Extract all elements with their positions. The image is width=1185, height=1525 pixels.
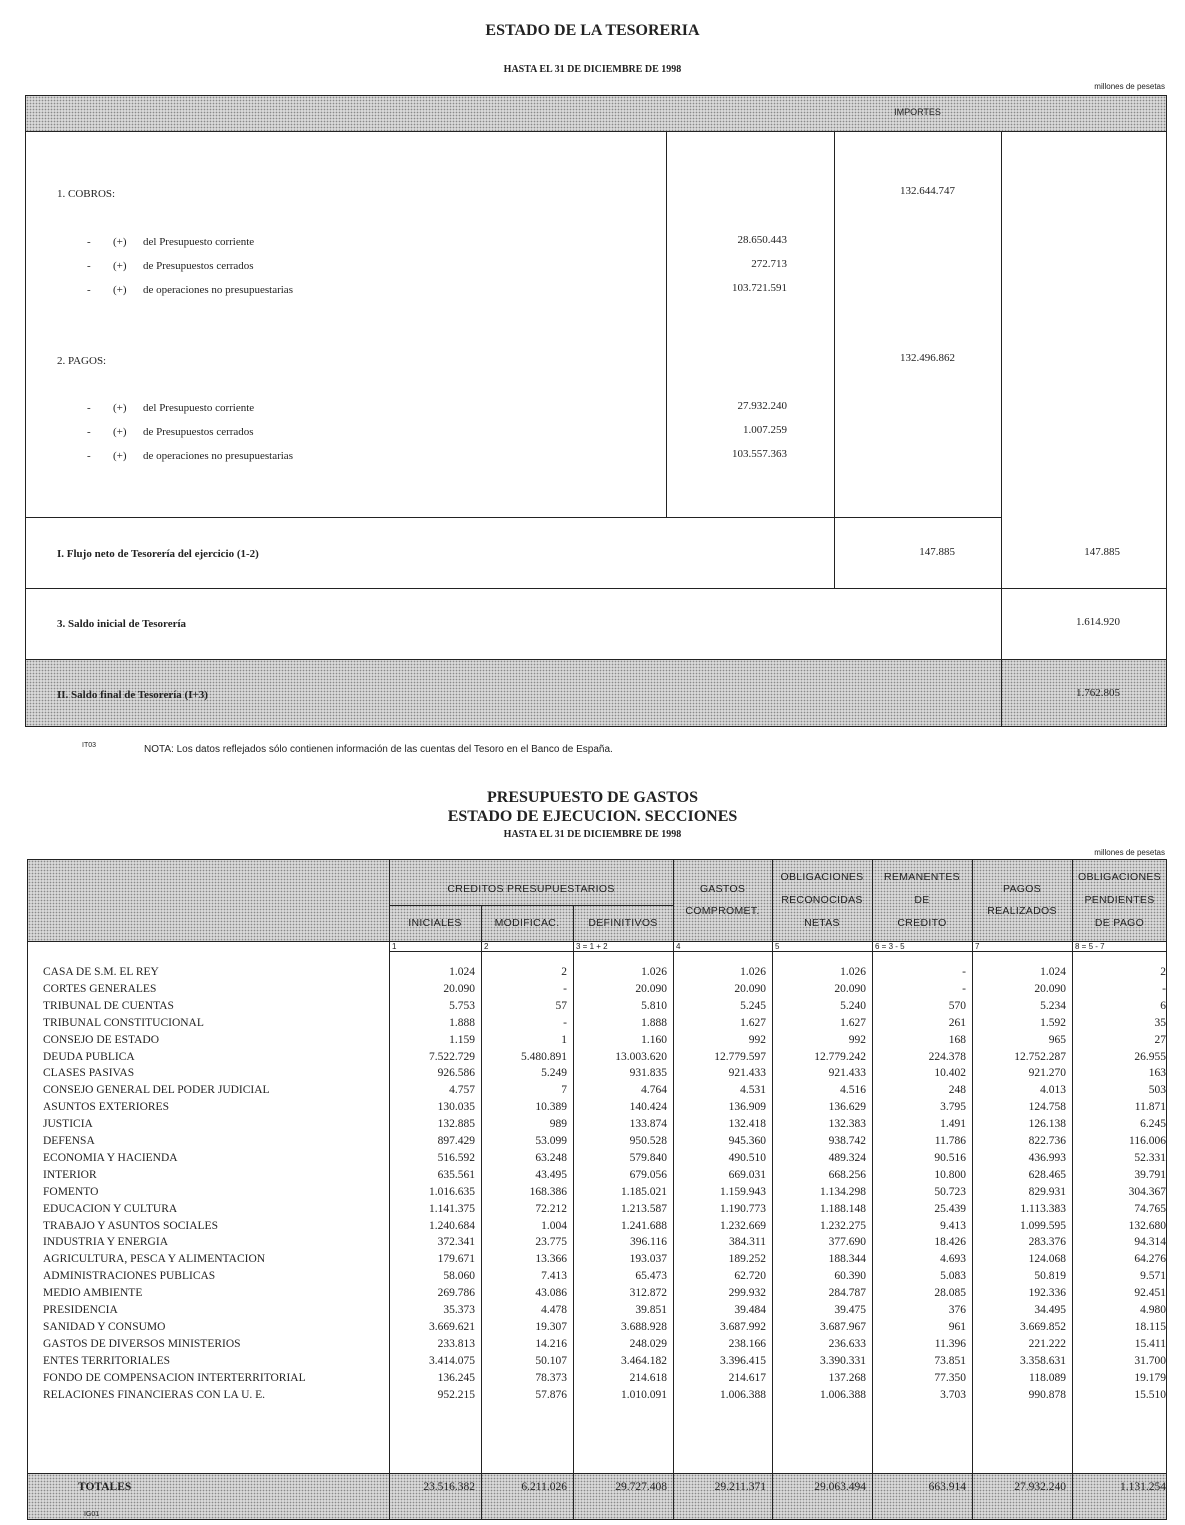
row-value: 5.249 <box>541 1067 567 1080</box>
row-value: 118.089 <box>1029 1371 1066 1384</box>
colnum: 7 <box>975 942 980 951</box>
row-value: 133.874 <box>629 1118 667 1131</box>
row-value: 57 <box>555 999 567 1012</box>
row-value: 15.510 <box>1134 1388 1166 1401</box>
row-value: 35.373 <box>443 1304 475 1316</box>
row-value: 396.116 <box>630 1236 667 1249</box>
row-value: 1.113.383 <box>1020 1202 1066 1215</box>
row-value: 163 <box>1148 1067 1166 1080</box>
table-row <box>30 1135 1167 1152</box>
colnum: 2 <box>484 942 489 951</box>
cobros-label: 1. COBROS: <box>57 188 116 200</box>
row-value: 116.006 <box>1129 1135 1166 1147</box>
row-value: 829.931 <box>1028 1185 1066 1198</box>
row-value: 1.026 <box>840 966 866 978</box>
row-value: 5.234 <box>1040 999 1066 1012</box>
row-value: 248 <box>948 1084 966 1097</box>
row-value: 1.627 <box>740 1016 766 1029</box>
row-value: 3.687.992 <box>720 1320 766 1333</box>
row-value: 20.090 <box>834 982 866 995</box>
row-label: INDUSTRIA Y ENERGIA <box>43 1236 169 1249</box>
cobros-total: 132.644.747 <box>900 185 955 197</box>
row-value: 3.464.182 <box>621 1354 667 1367</box>
row-value: 92.451 <box>1134 1287 1166 1300</box>
table-row <box>30 1118 1167 1135</box>
row-value: 384.311 <box>729 1236 766 1249</box>
saldo-final-label: II. Saldo final de Tesorería (I+3) <box>57 689 208 701</box>
flujo-label: I. Flujo neto de Tesorería del ejercicio (1-2) <box>57 548 259 560</box>
row-value: 952.215 <box>437 1388 475 1401</box>
row-value: 897.429 <box>437 1135 475 1147</box>
table-row <box>30 1034 1167 1051</box>
row-value: 136.909 <box>728 1101 766 1114</box>
row-value: 579.840 <box>629 1151 667 1164</box>
row-value: 168 <box>948 1033 966 1046</box>
row-value: 1.491 <box>940 1118 966 1131</box>
row-value: 4.013 <box>1040 1084 1066 1097</box>
table-row <box>30 1321 1167 1338</box>
colnum: 8 = 5 - 7 <box>1075 942 1105 951</box>
pagos-total: 132.496.862 <box>900 352 955 364</box>
row-value: 5.245 <box>740 999 766 1012</box>
row-value: 12.779.242 <box>814 1050 866 1063</box>
row-value: 516.592 <box>437 1151 475 1164</box>
row-label: CONSEJO DE ESTADO <box>43 1033 159 1046</box>
row-value: 377.690 <box>828 1236 866 1249</box>
row-value: 64.276 <box>1134 1253 1166 1266</box>
row-value: 1.888 <box>641 1016 667 1029</box>
row-value: 3.358.631 <box>1020 1354 1066 1367</box>
row-value: 1.627 <box>840 1016 866 1029</box>
row-value: - <box>563 1016 567 1029</box>
row-value: 78.373 <box>535 1371 567 1384</box>
row-value: 3.669.621 <box>429 1320 475 1333</box>
row-label: CONSEJO GENERAL DEL PODER JUDICIAL <box>43 1084 270 1097</box>
row-value: 990.878 <box>1028 1388 1066 1401</box>
row-value: 50.819 <box>1034 1270 1066 1283</box>
colnum: 3 = 1 + 2 <box>576 942 608 951</box>
row-value: 938.742 <box>828 1135 866 1147</box>
row-value: 668.256 <box>828 1168 866 1181</box>
row-value: 1 <box>561 1033 567 1046</box>
header-modificac: MODIFICAC. <box>494 917 560 929</box>
flujo-value: 147.885 <box>919 546 955 558</box>
row-value: 1.160 <box>641 1033 667 1046</box>
flujo-value-total: 147.885 <box>1084 546 1120 558</box>
row-value: 39.791 <box>1134 1168 1166 1181</box>
row-value: 679.056 <box>629 1168 667 1181</box>
row-label: RELACIONES FINANCIERAS CON LA U. E. <box>43 1388 266 1401</box>
row-value: 214.617 <box>728 1371 766 1384</box>
row-value: 50.107 <box>535 1354 567 1367</box>
row-value: 124.758 <box>1028 1101 1066 1114</box>
row-value: 490.510 <box>728 1151 766 1164</box>
tesoreria-units: millones de pesetas <box>1094 82 1165 91</box>
row-value: 132.383 <box>828 1118 866 1131</box>
row-label: ECONOMIA Y HACIENDA <box>43 1151 178 1164</box>
gastos-title-1: PRESUPUESTO DE GASTOS <box>486 789 699 806</box>
row-value: 5.083 <box>940 1270 966 1283</box>
tesoreria-code: IT03 <box>82 742 97 749</box>
row-value: 4.516 <box>840 1084 866 1097</box>
row-value: 6.245 <box>1140 1118 1166 1131</box>
row-value: 7.413 <box>541 1270 567 1283</box>
row-value: 1.141.375 <box>429 1202 475 1215</box>
row-value: 12.752.287 <box>1014 1050 1066 1063</box>
row-value: 53.099 <box>535 1135 567 1147</box>
saldo-final-value: 1.762.805 <box>1076 687 1120 699</box>
row-value: 50.723 <box>934 1185 966 1198</box>
row-value: - <box>962 982 966 995</box>
importes-header: IMPORTES <box>894 107 941 117</box>
row-value: 20.090 <box>1034 982 1066 995</box>
table-row <box>30 1101 1167 1118</box>
tesoreria-title: ESTADO DE LA TESORERIA <box>485 22 700 39</box>
row-value: 5.810 <box>641 999 667 1012</box>
row-label: TRIBUNAL CONSTITUCIONAL <box>43 1016 204 1029</box>
row-value: 4.478 <box>541 1304 567 1316</box>
row-value: 3.669.852 <box>1020 1320 1066 1333</box>
row-value: 11.786 <box>934 1135 966 1147</box>
row-value: 13.366 <box>535 1253 567 1266</box>
pagos-label: 2. PAGOS: <box>57 355 107 367</box>
row-label: AGRICULTURA, PESCA Y ALIMENTACION <box>43 1253 266 1266</box>
row-value: 1.006.388 <box>820 1388 866 1401</box>
row-label: CORTES GENERALES <box>43 982 157 995</box>
row-value: 3.687.967 <box>820 1320 866 1333</box>
row-value: 90.516 <box>934 1151 966 1164</box>
table-row <box>30 1084 1167 1101</box>
row-value: 233.813 <box>437 1337 475 1350</box>
row-value: 5.753 <box>449 999 475 1012</box>
row-value: 126.138 <box>1028 1118 1066 1131</box>
row-value: 57.876 <box>535 1388 567 1401</box>
row-value: 73.851 <box>934 1354 966 1367</box>
row-value: 489.324 <box>828 1151 866 1164</box>
row-value: 9.413 <box>940 1219 966 1232</box>
row-label: MEDIO AMBIENTE <box>43 1287 143 1300</box>
header-definitivos: DEFINITIVOS <box>588 917 658 929</box>
table-row <box>30 1203 1167 1220</box>
row-value: 20.090 <box>443 982 475 995</box>
row-label: TRIBUNAL DE CUENTAS <box>43 999 174 1012</box>
row-value: 124.068 <box>1028 1253 1066 1266</box>
header-iniciales: INICIALES <box>408 917 462 929</box>
row-label: DEFENSA <box>43 1135 95 1147</box>
row-value: 503 <box>1148 1084 1166 1097</box>
colnum: 5 <box>775 942 780 951</box>
row-value: 669.031 <box>728 1168 766 1181</box>
row-value: 34.495 <box>1034 1304 1066 1316</box>
gastos-code: IG01 <box>84 1511 100 1518</box>
table-row <box>30 1253 1167 1270</box>
row-value: 261 <box>948 1016 966 1029</box>
gastos-title-2: ESTADO DE EJECUCION. SECCIONES <box>447 808 738 825</box>
row-value: 11.871 <box>1134 1101 1166 1114</box>
row-label: ADMINISTRACIONES PUBLICAS <box>43 1270 216 1283</box>
row-value: 132.680 <box>1128 1219 1166 1232</box>
table-row <box>30 1220 1167 1237</box>
row-value: 35 <box>1154 1016 1166 1029</box>
gastos-subtitle: HASTA EL 31 DE DICIEMBRE DE 1998 <box>503 829 682 840</box>
row-value: 3.703 <box>940 1388 966 1401</box>
row-value: - <box>962 966 966 978</box>
row-value: 63.248 <box>535 1151 567 1164</box>
row-value: 25.439 <box>934 1202 966 1215</box>
row-label: FOMENTO <box>43 1185 99 1198</box>
row-value: 9.571 <box>1140 1270 1166 1283</box>
colnum: 6 = 3 - 5 <box>875 942 905 951</box>
row-value: 132.418 <box>728 1118 766 1131</box>
row-value: 10.389 <box>535 1101 567 1114</box>
row-value: 27 <box>1154 1033 1166 1046</box>
row-value: 140.424 <box>629 1101 667 1114</box>
table-row <box>30 1287 1167 1304</box>
row-value: 77.350 <box>934 1371 966 1384</box>
row-value: 20.090 <box>635 982 667 995</box>
row-value: 31.700 <box>1134 1354 1166 1367</box>
row-value: 1.134.298 <box>820 1185 866 1198</box>
row-value: 4.531 <box>740 1084 766 1097</box>
row-value: 12.779.597 <box>714 1050 766 1063</box>
saldo-inicial-value: 1.614.920 <box>1076 616 1120 628</box>
row-value: 1.241.688 <box>621 1219 667 1232</box>
table-row <box>30 966 1167 983</box>
row-value: 1.190.773 <box>720 1202 766 1215</box>
row-value: 11.396 <box>934 1337 966 1350</box>
row-value: 1.016.635 <box>429 1185 475 1198</box>
row-value: 635.561 <box>437 1168 475 1181</box>
row-value: 1.024 <box>449 966 475 978</box>
table-row <box>30 1355 1167 1372</box>
row-value: 60.390 <box>834 1270 866 1283</box>
row-value: 1.232.669 <box>720 1219 766 1232</box>
colnum: 4 <box>676 942 681 951</box>
row-value: 436.993 <box>1028 1151 1066 1164</box>
row-value: 299.932 <box>728 1287 766 1300</box>
row-value: 1.592 <box>1040 1016 1066 1029</box>
row-label: SANIDAD Y CONSUMO <box>43 1320 166 1333</box>
row-value: 4.980 <box>1140 1304 1166 1316</box>
row-value: 926.586 <box>437 1067 475 1080</box>
row-value: 570 <box>948 999 966 1012</box>
row-value: 992 <box>848 1033 866 1046</box>
row-value: 931.835 <box>629 1067 667 1080</box>
row-value: 52.331 <box>1134 1151 1166 1164</box>
row-value: 1.185.021 <box>621 1185 667 1198</box>
row-value: 4.764 <box>641 1084 667 1097</box>
row-value: 28.085 <box>934 1287 966 1300</box>
row-value: 4.693 <box>940 1253 966 1266</box>
row-value: 136.245 <box>437 1371 475 1384</box>
row-value: 14.216 <box>535 1337 567 1350</box>
row-value: 921.433 <box>728 1067 766 1080</box>
colnum: 1 <box>392 942 397 951</box>
row-value: 628.465 <box>1028 1168 1066 1181</box>
row-value: 18.115 <box>1134 1320 1166 1333</box>
row-label: ASUNTOS EXTERIORES <box>43 1101 169 1114</box>
row-value: 3.414.075 <box>429 1354 475 1367</box>
totals-row: TOTALES 23.516.382 6.211.026 29.727.408 29.211.371 29.063.494 663.914 27.932.240 1.131.254 <box>78 1481 1166 1493</box>
row-label: DEUDA PUBLICA <box>43 1050 135 1063</box>
row-value: 136.629 <box>828 1101 866 1114</box>
row-value: 62.720 <box>734 1270 766 1283</box>
row-label: JUSTICIA <box>43 1118 93 1131</box>
table-row <box>30 1051 1167 1068</box>
row-value: 10.402 <box>934 1067 966 1080</box>
row-value: 6 <box>1160 999 1166 1012</box>
row-value: 72.212 <box>535 1202 567 1215</box>
row-value: 992 <box>748 1033 766 1046</box>
row-label: INTERIOR <box>43 1168 97 1181</box>
row-value: 3.795 <box>940 1101 966 1114</box>
row-value: 19.179 <box>1134 1371 1166 1384</box>
table-row <box>30 1152 1167 1169</box>
row-value: 130.035 <box>437 1101 475 1114</box>
row-value: 945.360 <box>728 1135 766 1147</box>
table-row <box>30 1017 1167 1034</box>
row-value: 39.484 <box>734 1304 766 1316</box>
table-row <box>30 1270 1167 1287</box>
row-value: 304.367 <box>1128 1185 1166 1198</box>
row-value: 283.376 <box>1028 1236 1066 1249</box>
row-value: 193.037 <box>629 1253 667 1266</box>
row-value: 18.426 <box>934 1236 966 1249</box>
table-row <box>30 1000 1167 1017</box>
row-value: 269.786 <box>437 1287 475 1300</box>
row-value: 1.099.595 <box>1020 1219 1066 1232</box>
row-value: 1.010.091 <box>621 1388 667 1401</box>
row-value: 1.888 <box>449 1016 475 1029</box>
tesoreria-nota: NOTA: Los datos reflejados sólo contienen información de las cuentas del Tesoro en el Banco de España. <box>144 744 613 755</box>
row-value: 921.433 <box>828 1067 866 1080</box>
row-value: 2 <box>1160 966 1166 978</box>
table-row <box>30 1338 1167 1355</box>
row-value: 3.390.331 <box>820 1354 866 1367</box>
table-row <box>30 1389 1167 1406</box>
tesoreria-subtitle: HASTA EL 31 DE DICIEMBRE DE 1998 <box>503 64 682 75</box>
row-value: 224.378 <box>928 1050 966 1063</box>
row-value: 43.495 <box>535 1168 567 1181</box>
row-label: ENTES TERRITORIALES <box>43 1354 171 1367</box>
row-value: 822.736 <box>1028 1135 1066 1147</box>
row-value: 15.411 <box>1134 1337 1166 1350</box>
row-label: CLASES PASIVAS <box>43 1067 135 1080</box>
table-row <box>30 1169 1167 1186</box>
row-value: 236.633 <box>828 1337 866 1350</box>
row-value: - <box>1162 982 1166 995</box>
row-value: 3.396.415 <box>720 1354 766 1367</box>
row-label: PRESIDENCIA <box>43 1304 118 1316</box>
gastos-units: millones de pesetas <box>1094 848 1165 857</box>
row-value: 58.060 <box>443 1270 475 1283</box>
row-value: 7 <box>561 1084 567 1097</box>
table-row <box>30 1186 1167 1203</box>
row-label: GASTOS DE DIVERSOS MINISTERIOS <box>43 1337 241 1350</box>
row-value: 1.026 <box>641 966 667 978</box>
row-value: 372.341 <box>437 1236 475 1249</box>
row-label: FONDO DE COMPENSACION INTERTERRITORIAL <box>43 1371 306 1384</box>
row-value: 1.006.388 <box>720 1388 766 1401</box>
row-value: 921.270 <box>1028 1067 1066 1080</box>
row-value: 43.086 <box>535 1287 567 1300</box>
row-value: 137.268 <box>828 1371 866 1384</box>
row-value: 1.213.587 <box>621 1202 667 1215</box>
row-value: 19.307 <box>535 1320 567 1333</box>
table-row <box>30 1372 1167 1389</box>
row-value: 189.252 <box>728 1253 766 1266</box>
header-creditos: CREDITOS PRESUPUESTARIOS <box>447 883 615 895</box>
row-value: 1.159 <box>449 1033 475 1046</box>
row-value: 39.475 <box>834 1304 866 1316</box>
saldo-inicial-label: 3. Saldo inicial de Tesorería <box>57 618 187 630</box>
row-value: 221.222 <box>1028 1337 1066 1350</box>
row-value: 1.232.275 <box>820 1219 866 1232</box>
row-value: 312.872 <box>629 1287 667 1300</box>
row-value: 3.688.928 <box>621 1320 667 1333</box>
row-value: 20.090 <box>734 982 766 995</box>
table-row <box>30 983 1167 1000</box>
row-value: 238.166 <box>728 1337 766 1350</box>
row-value: 132.885 <box>437 1118 475 1131</box>
row-value: 376 <box>948 1304 966 1316</box>
row-value: 1.024 <box>1040 966 1066 978</box>
row-value: 284.787 <box>828 1287 866 1300</box>
table-row <box>30 1304 1167 1321</box>
row-value: 1.188.148 <box>820 1202 866 1215</box>
row-value: 2 <box>561 966 567 978</box>
row-value: 1.026 <box>740 966 766 978</box>
row-label: CASA DE S.M. EL REY <box>43 966 159 978</box>
row-value: 7.522.729 <box>429 1050 475 1063</box>
row-value: 94.314 <box>1134 1236 1166 1249</box>
row-value: 5.480.891 <box>521 1050 567 1063</box>
row-value: 214.618 <box>629 1371 667 1384</box>
row-value: 23.775 <box>535 1236 567 1249</box>
table-row <box>30 1236 1167 1253</box>
row-value: 961 <box>948 1320 966 1333</box>
row-value: 39.851 <box>635 1304 667 1316</box>
row-value: 989 <box>549 1118 567 1131</box>
row-value: 10.800 <box>934 1168 966 1181</box>
table-row <box>30 1067 1167 1084</box>
row-value: 168.386 <box>529 1185 567 1198</box>
row-label: EDUCACION Y CULTURA <box>43 1202 178 1215</box>
row-value: 65.473 <box>635 1270 667 1283</box>
row-value: 26.955 <box>1134 1050 1166 1063</box>
row-value: - <box>563 982 567 995</box>
row-value: 192.336 <box>1028 1287 1066 1300</box>
row-value: 188.344 <box>828 1253 866 1266</box>
row-value: 248.029 <box>629 1337 667 1350</box>
row-value: 1.004 <box>541 1219 567 1232</box>
row-value: 74.765 <box>1134 1202 1166 1215</box>
row-value: 1.240.684 <box>429 1219 475 1232</box>
row-value: 1.159.943 <box>720 1185 766 1198</box>
row-value: 4.757 <box>449 1084 475 1097</box>
row-label: TRABAJO Y ASUNTOS SOCIALES <box>43 1219 218 1232</box>
row-value: 950.528 <box>629 1135 667 1147</box>
row-value: 13.003.620 <box>615 1050 667 1063</box>
row-value: 5.240 <box>840 999 866 1012</box>
row-value: 179.671 <box>437 1253 475 1266</box>
row-value: 965 <box>1048 1033 1066 1046</box>
